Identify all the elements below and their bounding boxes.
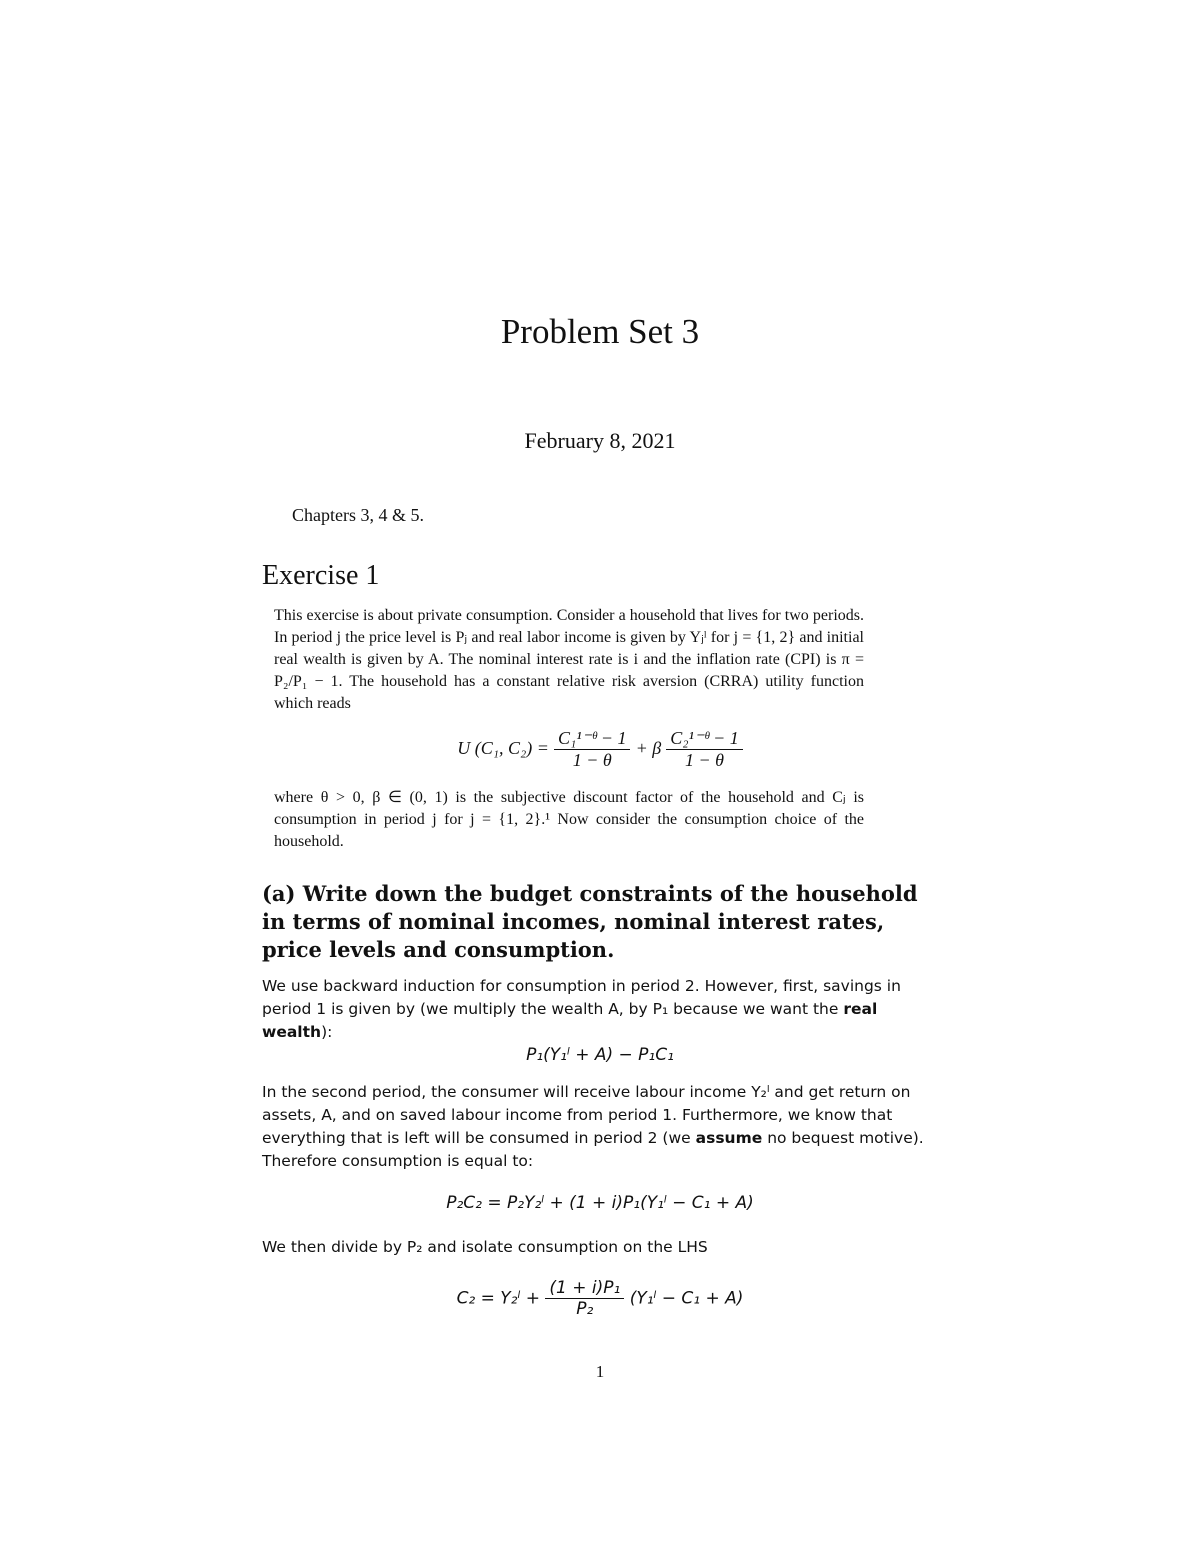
part-a-paragraph-1 — [262, 975, 938, 1044]
part-a-heading: (a) Write down the budget constraints of the household in terms of nominal incomes, nominal interest rates, price levels and consumption. — [262, 881, 918, 962]
consumption-period2-equation — [0, 1278, 1200, 1319]
document-title: Problem Set 3 — [500, 312, 700, 351]
utility-explanation: where θ > 0, β ∈ (0, 1) is the subjective discount factor of the household and Cⱼ is consumption in period j for j = {1, 2}.¹ Now consider the consumption choice of the household. — [274, 789, 864, 850]
exercise-heading: Exercise 1 — [262, 560, 380, 591]
part-a-paragraph-2 — [262, 1081, 938, 1173]
eq3-rhs: (Y₁ˡ − C₁ + A) — [629, 1288, 744, 1309]
paragraph-1-tail: ): — [321, 1023, 333, 1041]
document-date: February 8, 2021 — [524, 428, 676, 453]
eq3-fraction — [545, 1278, 624, 1319]
part-a-paragraph-3: We then divide by P₂ and isolate consumption on the LHS — [262, 1238, 708, 1256]
chapters-note: Chapters 3, 4 & 5. — [292, 505, 424, 525]
eq3-numerator: (1 + i)P₁ — [545, 1278, 624, 1299]
utility-term2 — [666, 728, 742, 771]
utility-equation — [0, 728, 1200, 771]
utility-term1 — [554, 728, 630, 771]
utility-term2-denominator: 1 − θ — [685, 750, 724, 770]
paragraph-1-bold: real wealth — [262, 1000, 878, 1041]
paragraph-2-bold: assume — [695, 1129, 763, 1147]
page-number: 1 — [595, 1362, 605, 1381]
consumption-equation: P₂C₂ = P₂Y₂ˡ + (1 + i)P₁(Y₁ˡ − C₁ + A) — [446, 1193, 754, 1213]
eq3-denominator: P₂ — [576, 1299, 594, 1319]
paragraph-1-text: We use backward induction for consumption in period 2. However, first, savings in period 1 is given by (we multiply the wealth A, by P₁ because we want the — [262, 977, 901, 1018]
utility-term1-numerator: C₁¹⁻ᶿ − 1 — [554, 728, 630, 750]
exercise-intro: This exercise is about private consumption. Consider a household that lives for two periods. In period j the price level is Pⱼ and real labor income is given by Yⱼˡ for j = {1, 2} and initial real wealth is given by A. The nominal interest rate is i and the inflation rate (CPI) is π = P₂/P₁ − 1. The household has a constant relative risk aversion (CRRA) utility function which reads — [274, 607, 864, 712]
paragraph-2-text: In the second period, the consumer will receive labour income Y₂ˡ and get return on assets, A, and on saved labour income from period 1. Furthermore, we know that everything that is left will be consumed in period 2 (we — [262, 1083, 911, 1147]
paragraph-2-tail: no bequest motive). Therefore consumption is equal to: — [262, 1129, 924, 1170]
utility-lhs: U (C₁, C₂) = — [457, 738, 549, 758]
utility-term2-numerator: C₂¹⁻ᶿ − 1 — [666, 728, 742, 750]
utility-plus-beta: + β — [635, 738, 662, 758]
savings-equation: P₁(Y₁ˡ + A) − P₁C₁ — [526, 1045, 674, 1065]
utility-term1-denominator: 1 − θ — [572, 750, 612, 770]
eq3-lhs: C₂ = Y₂ˡ + — [456, 1288, 540, 1309]
